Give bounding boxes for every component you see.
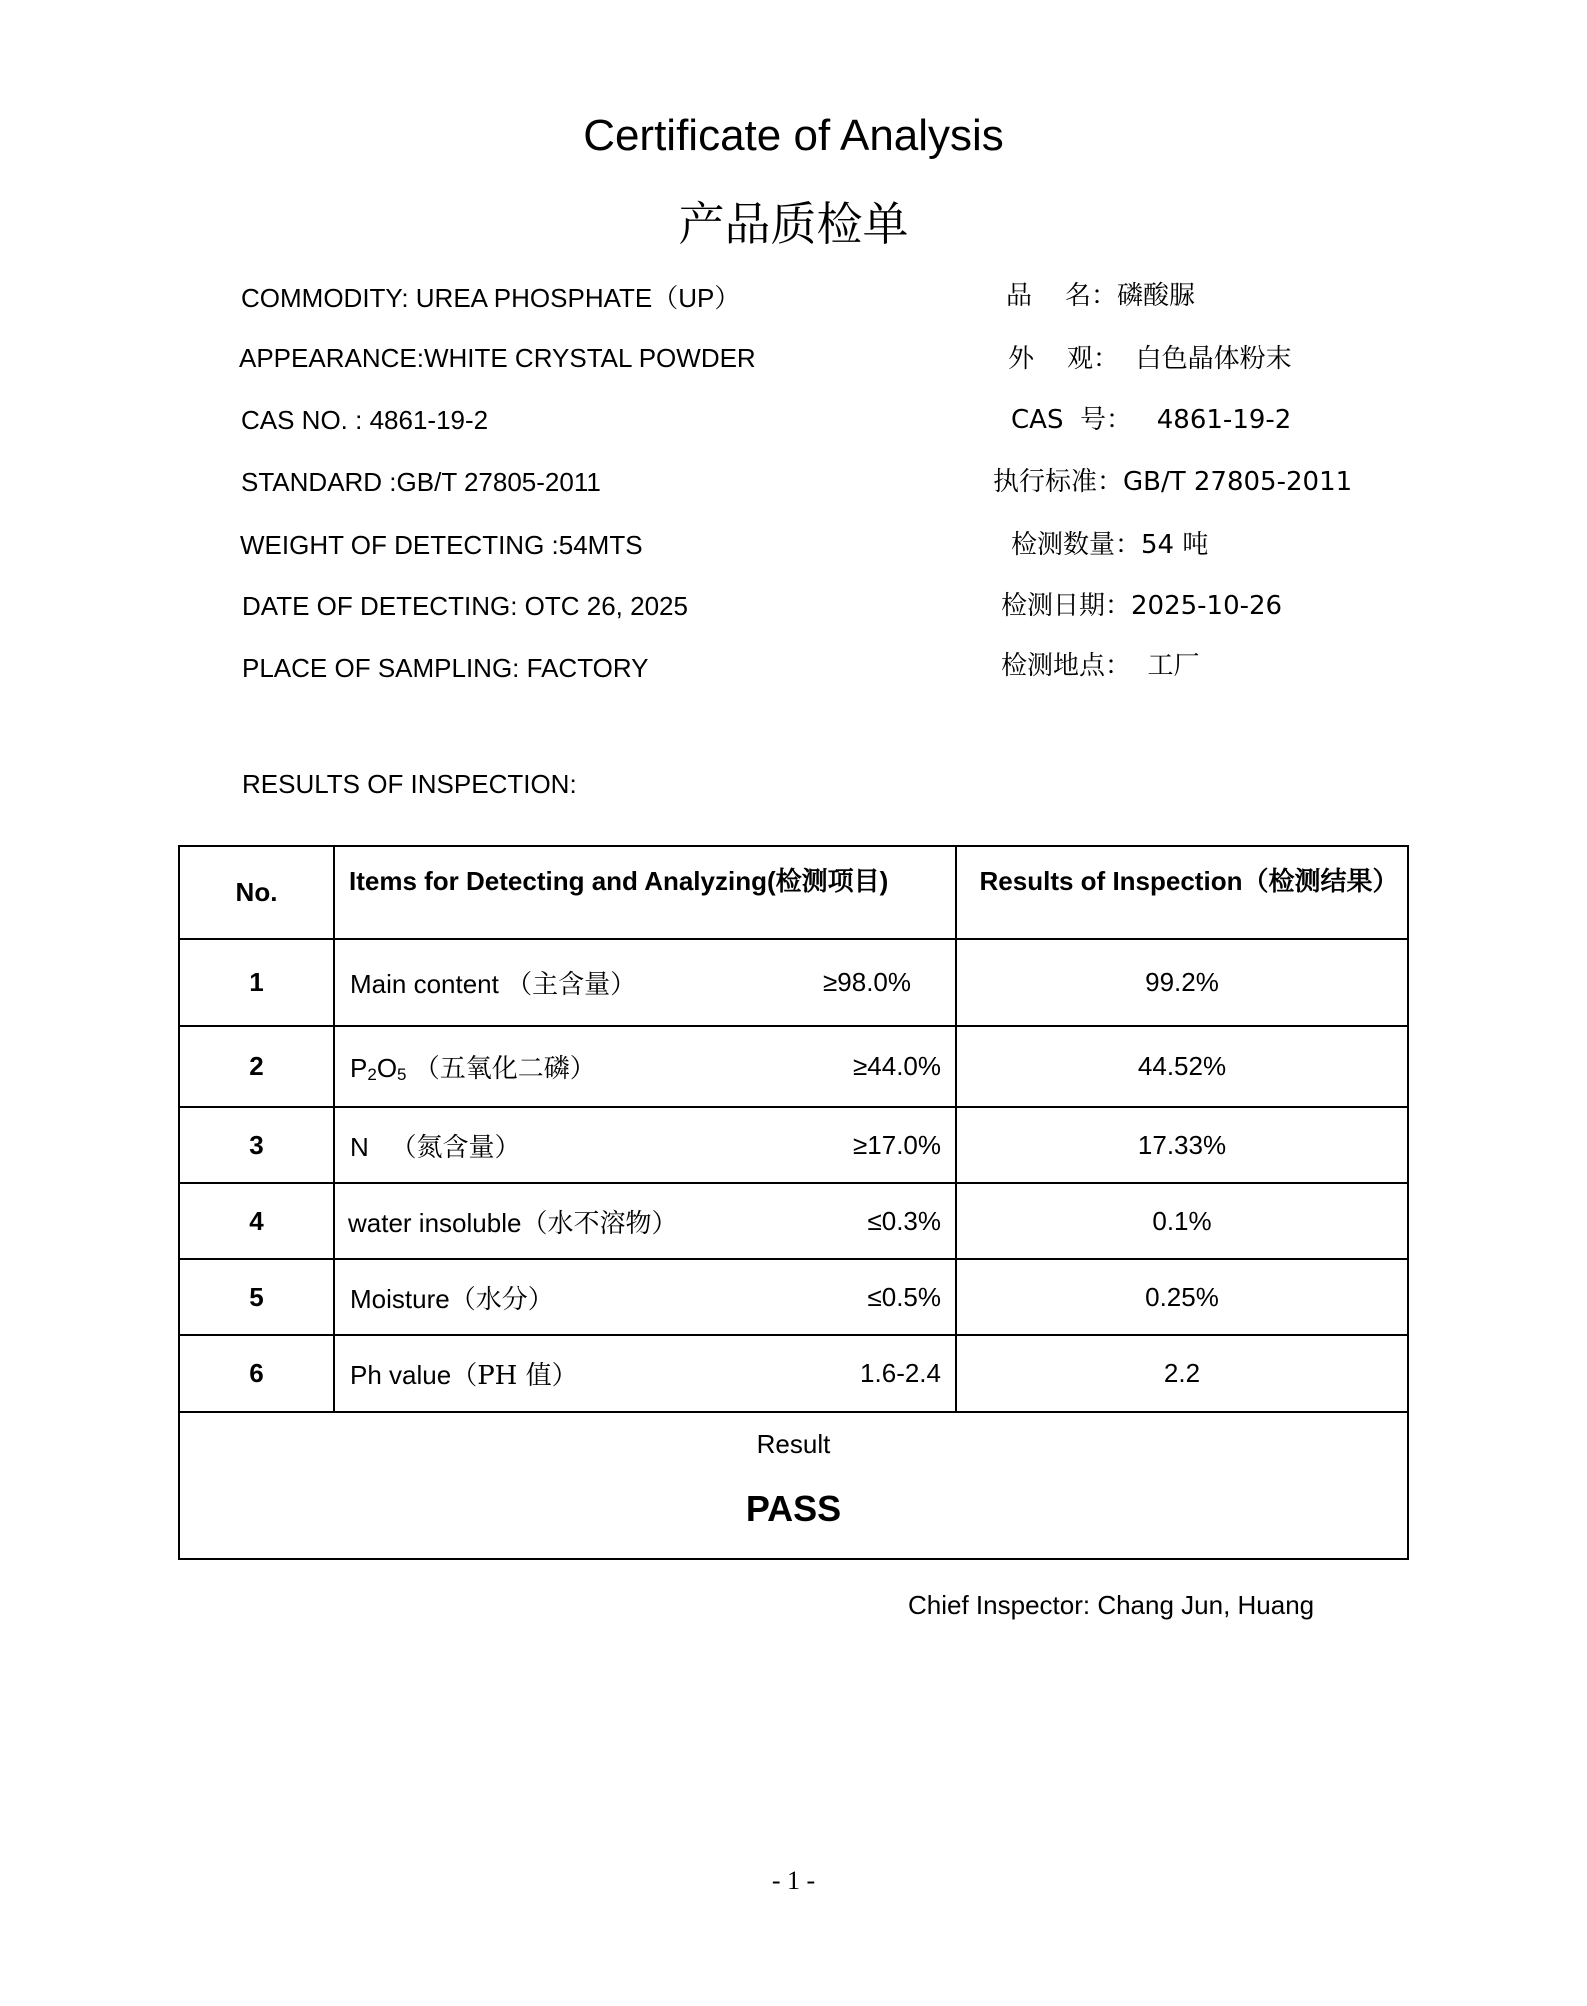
info-cn-quantity: 检测数量：54 吨 <box>1011 530 1209 560</box>
page-number: - 1 - <box>771 1866 816 1895</box>
row-result: 99.2% <box>956 939 1408 1026</box>
summary-row <box>179 1412 1408 1559</box>
header-no: No. <box>179 846 334 939</box>
row-no: 6 <box>179 1335 334 1412</box>
info-cn-appearance: 外 观： 白色晶体粉末 <box>1008 344 1292 374</box>
row-no: 5 <box>179 1259 334 1335</box>
row-result: 2.2 <box>956 1335 1408 1412</box>
header-result: Results of Inspection（检测结果） <box>956 846 1408 939</box>
chief-inspector: Chief Inspector: Chang Jun, Huang <box>908 1590 1315 1620</box>
row-no: 2 <box>179 1026 334 1107</box>
info-cn-product-name: 品 名：磷酸脲 <box>1006 281 1196 311</box>
item-spec: ≥44.0% <box>853 1051 941 1081</box>
document-title: Certificate of Analysis <box>583 111 1004 160</box>
info-cas-no: CAS NO. : 4861-19-2 <box>241 405 489 435</box>
info-weight: WEIGHT OF DETECTING :54MTS <box>240 530 643 560</box>
header-item: Items for Detecting and Analyzing(检测项目) <box>334 846 956 939</box>
table-row <box>179 1259 1408 1335</box>
item-name: N （氮含量） <box>350 1131 521 1163</box>
results-heading: RESULTS OF INSPECTION: <box>242 769 577 799</box>
row-result: 0.1% <box>956 1183 1408 1259</box>
row-result: 0.25% <box>956 1259 1408 1335</box>
item-name: Ph value（PH 值） <box>350 1360 578 1391</box>
info-cn-cas: CAS 号： 4861-19-2 <box>1011 405 1292 435</box>
item-name: $P_2O_5$ （五氧化二磷） <box>350 1053 596 1084</box>
summary-label: Result <box>756 1429 831 1459</box>
row-result: 17.33% <box>956 1107 1408 1183</box>
info-cn-place: 检测地点： 工厂 <box>1001 651 1200 681</box>
item-spec: 1.6-2.4 <box>860 1358 941 1388</box>
row-no: 1 <box>179 939 334 1026</box>
table-row <box>179 1026 1408 1107</box>
item-spec: ≤0.3% <box>867 1205 941 1236</box>
table-row <box>179 1183 1408 1259</box>
table-row <box>179 939 1408 1026</box>
info-appearance: APPEARANCE:WHITE CRYSTAL POWDER <box>239 343 756 373</box>
info-cn-standard: 执行标准：GB/T 27805-2011 <box>993 467 1353 497</box>
row-no: 3 <box>179 1107 334 1183</box>
item-spec: ≥98.0% <box>823 967 911 997</box>
info-commodity: COMMODITY: UREA PHOSPHATE（UP） <box>241 283 741 313</box>
info-standard: STANDARD :GB/T 27805-2011 <box>241 467 601 497</box>
results-table <box>178 845 1409 1560</box>
info-date: DATE OF DETECTING: OTC 26, 2025 <box>242 591 688 621</box>
document-subtitle-cn: 产品质检单 <box>678 197 909 251</box>
table-row <box>179 1335 1408 1412</box>
info-place: PLACE OF SAMPLING: FACTORY <box>242 653 649 683</box>
table-row <box>179 1107 1408 1183</box>
item-spec: ≥17.0% <box>853 1129 941 1160</box>
item-name: Moisture（水分） <box>350 1283 554 1315</box>
row-result: 44.52% <box>956 1026 1408 1107</box>
item-name: water insoluble（水不溶物） <box>348 1207 678 1239</box>
item-name: Main content （主含量） <box>350 969 637 1000</box>
summary-pass-value: PASS <box>745 1488 842 1529</box>
info-cn-date: 检测日期：2025-10-26 <box>1001 591 1283 621</box>
item-spec: ≤0.5% <box>867 1281 941 1312</box>
row-no: 4 <box>179 1183 334 1259</box>
table-header-row <box>179 846 1408 939</box>
